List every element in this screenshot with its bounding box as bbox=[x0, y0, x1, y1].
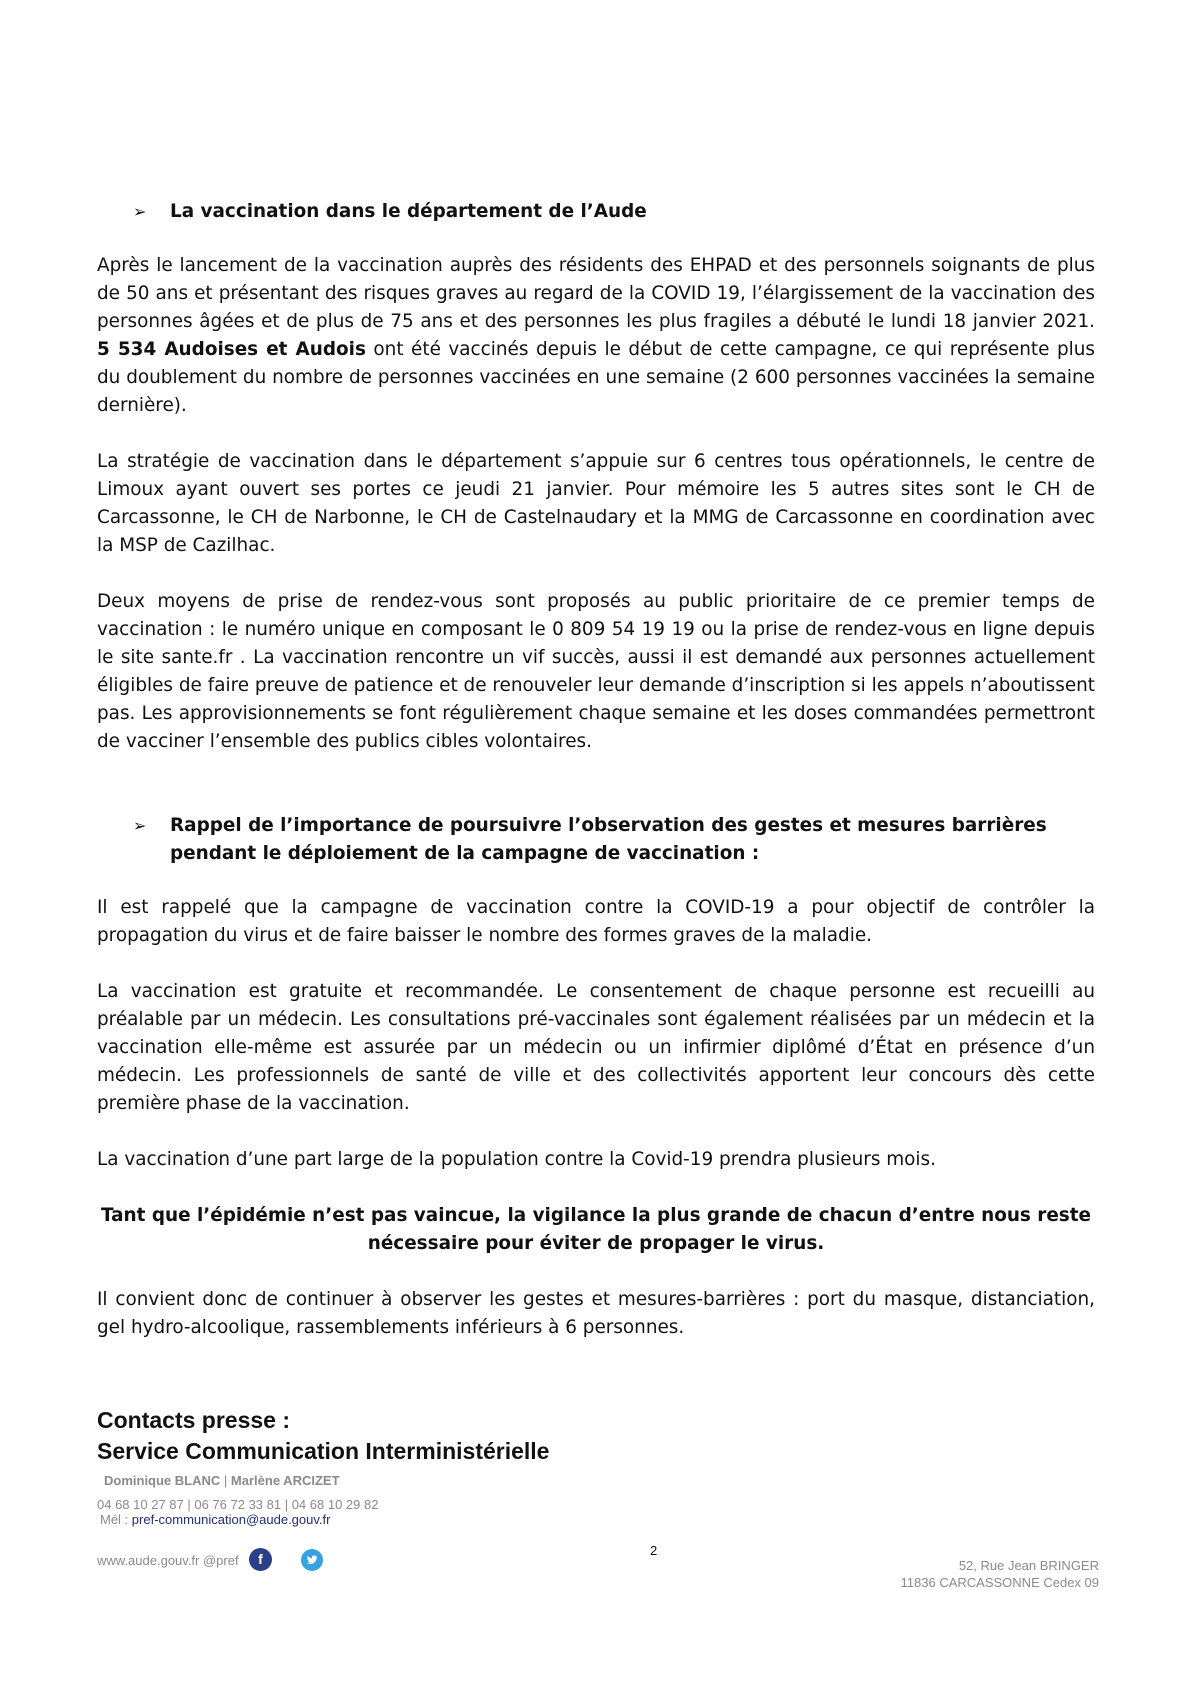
mail-label: Mél : bbox=[100, 1512, 132, 1527]
twitter-icon[interactable] bbox=[301, 1549, 323, 1571]
website-link[interactable]: www.aude.gouv.fr @pref bbox=[97, 1553, 239, 1568]
contact-phones: 04 68 10 27 87 | 06 76 72 33 81 | 04 68 10 29 82 bbox=[97, 1497, 379, 1512]
page-number: 2 bbox=[650, 1543, 658, 1558]
vaccinated-count: 5 534 Audoises et Audois bbox=[97, 339, 366, 360]
address-line: 52, Rue Jean BRINGER bbox=[958, 1558, 1099, 1573]
paragraph-barrier-gestures: Il convient donc de continuer à observer les gestes et mesures-barrières : port du masque, distanciation, gel hydro-alcoolique, rassemblements inférieurs à 6 personnes. bbox=[97, 1289, 1095, 1338]
document-body bbox=[97, 198, 1095, 1342]
paragraph-text: Après le lancement de la vaccination auprès des résidents des EHPAD et des personnels soignants de plus de 50 ans et présentant des risques graves au regard de la COVID 19, l’élargissement de la vaccination des personnes âgées et de plus de 75 ans et des personnes les plus fragiles a débuté le lundi 18 janvier 2021. bbox=[97, 255, 1095, 332]
paragraph-campaign-objective: Il est rappelé que la campagne de vaccination contre la COVID-19 a pour objectif de contrôler la propagation du virus et de faire baisser le nombre des formes graves de la maladie. bbox=[97, 897, 1095, 946]
press-contacts bbox=[97, 1405, 549, 1527]
paragraph-free-vaccination: La vaccination est gratuite et recommandée. Le consentement de chaque personne est recueilli au préalable par un médecin. Les consultations pré-vaccinales sont également réalisées par un médecin et la vaccination elle-même est assurée par un médecin ou un infirmier diplômé d’État en présence d’un médecin. Les professionnels de santé de ville et des collectivités apportent leur concours dès cette première phase de la vaccination. bbox=[97, 981, 1095, 1114]
section-heading-text: La vaccination dans le département de l’Aude bbox=[170, 201, 647, 222]
address-line: 11836 CARCASSONNE Cedex 09 bbox=[900, 1575, 1099, 1590]
contact-names bbox=[97, 1473, 549, 1488]
contact-mail bbox=[97, 1512, 549, 1527]
bullet-arrow-icon: ➢ bbox=[133, 202, 147, 221]
paragraph-vaccination-strategy: La stratégie de vaccination dans le département s’appuie sur 6 centres tous opérationnels, le centre de Limoux ayant ouvert ses portes ce jeudi 21 janvier. Pour mémoire les 5 autres sites sont le CH de Carcassonne, le CH de Narbonne, le CH de Castelnaudary et la MMG de Carcassonne en coordination avec la MSP de Cazilhac. bbox=[97, 451, 1095, 556]
contact-name: Marlène ARCIZET bbox=[230, 1473, 340, 1488]
bullet-arrow-icon: ➢ bbox=[133, 816, 147, 835]
contacts-title: Contacts presse : bbox=[97, 1407, 291, 1433]
paragraph-vaccination-launch bbox=[97, 252, 1095, 420]
mail-link[interactable]: pref-communication@aude.gouv.fr bbox=[131, 1512, 331, 1527]
paragraph-text: ont été vaccinés depuis le début de cette campagne, ce qui représente plus du doublement du nombre de personnes vaccinées en une semaine (2 600 personnes vaccinées la semaine dernière). bbox=[97, 339, 1095, 416]
facebook-icon[interactable]: f bbox=[249, 1548, 272, 1571]
emphasis-vigilance: Tant que l’épidémie n’est pas vaincue, la vigilance la plus grande de chacun d’entre nous reste nécessaire pour éviter de propager le virus. bbox=[100, 1205, 1092, 1254]
paragraph-duration: La vaccination d’une part large de la population contre la Covid-19 prendra plusieurs mois. bbox=[97, 1149, 936, 1170]
contact-name: Dominique BLANC bbox=[104, 1473, 221, 1488]
section-heading-vaccination-aude bbox=[97, 198, 1095, 226]
service-title: Service Communication Interministérielle bbox=[97, 1438, 550, 1464]
postal-address bbox=[901, 1557, 1099, 1591]
section-heading-text: Rappel de l’importance de poursuivre l’observation des gestes et mesures barrières pendant le déploiement de la campagne de vaccination : bbox=[170, 815, 1047, 864]
section-heading-barrier-measures bbox=[97, 812, 1095, 868]
name-separator: | bbox=[223, 1473, 228, 1488]
paragraph-appointments: Deux moyens de prise de rendez-vous sont proposés au public prioritaire de ce premier temps de vaccination : le numéro unique en composant le 0 809 54 19 19 ou la prise de rendez-vous en ligne depuis le site sante.fr . La vaccination rencontre un vif succès, aussi il est demandé aux personnes actuellement éligibles de faire preuve de patience et de renouveler leur demande d’inscription si les appels n’aboutissent pas. Les approvisionnements se font régulièrement chaque semaine et les doses commandées permettront de vacciner l’ensemble des publics cibles volontaires. bbox=[97, 591, 1095, 752]
